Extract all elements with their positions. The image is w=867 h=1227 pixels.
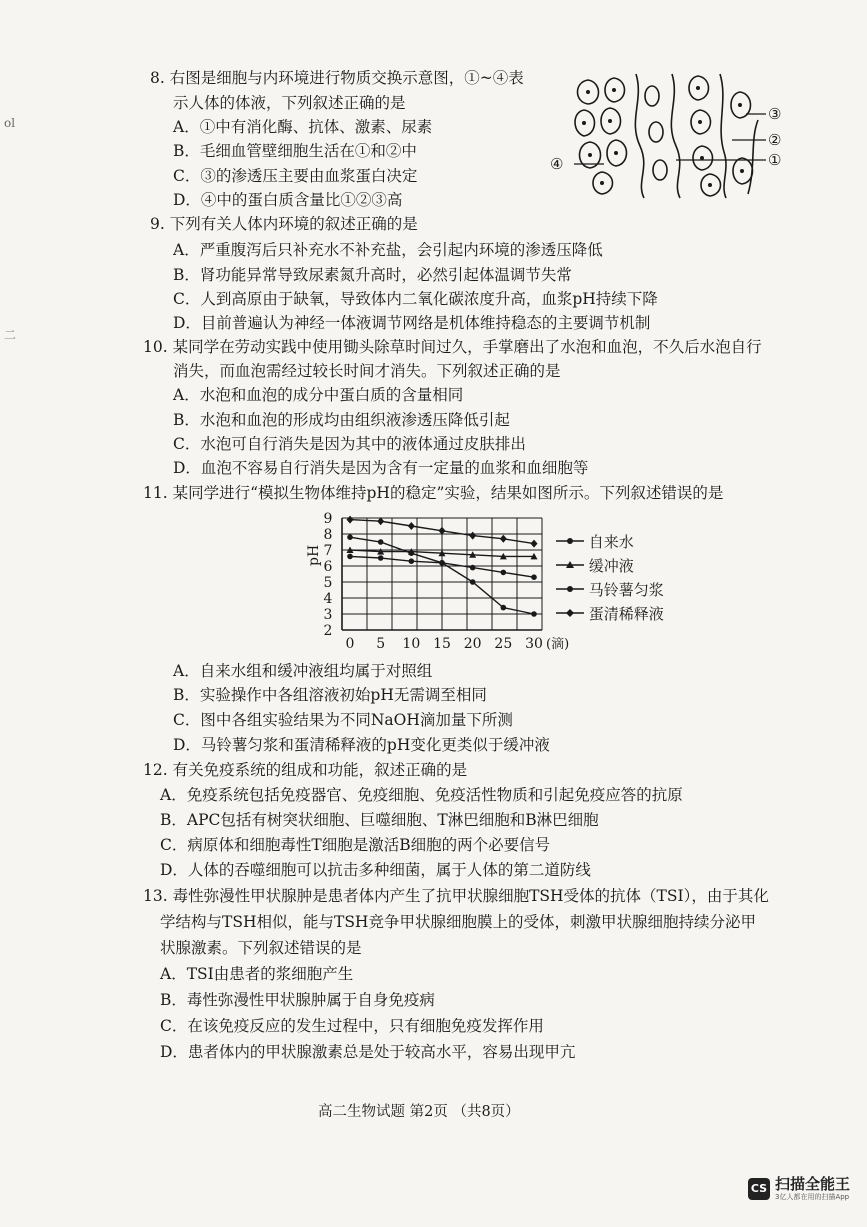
y-tick-label: 3 (323, 607, 333, 623)
data-point (470, 565, 476, 571)
legend-line-circle-icon (556, 583, 584, 595)
q12-stem: 12. 有关免疫系统的组成和功能，叙述正确的是 (143, 761, 468, 779)
q8-option-d: D．④中的蛋白质含量比①②③高 (173, 191, 403, 209)
y-axis-label: pH (306, 544, 322, 566)
q9-stem: 9. 下列有关人体内环境的叙述正确的是 (150, 215, 418, 233)
q13-option-c: C．在该免疫反应的发生过程中，只有细胞免疫发挥作用 (160, 1017, 544, 1035)
diagram-label-4: ④ (550, 155, 564, 173)
q8-option-b: B．毛细血管壁细胞生活在①和②中 (173, 142, 417, 160)
q9-option-c: C．人到高原由于缺氧，导致体内二氧化碳浓度升高，血浆pH持续下降 (173, 290, 658, 308)
data-point (378, 539, 384, 545)
data-point (378, 555, 384, 561)
legend-line-circle-icon (556, 535, 584, 547)
q12-option-b: B．APC包括有树突状细胞、巨噬细胞、T淋巴细胞和B淋巴细胞 (160, 811, 599, 829)
q10-stem-line1: 10. 某同学在劳动实践中使用锄头除草时间过久，手掌磨出了水泡和血泡，不久后水泡自行 (143, 338, 762, 356)
q13-stem-line3: 状腺激素。下列叙述错误的是 (160, 939, 362, 957)
blood-cell (645, 86, 659, 106)
legend-entry (556, 555, 634, 576)
q11-option-a: A．自来水组和缓冲液组均属于对照组 (173, 662, 433, 680)
legend-entry (556, 579, 664, 600)
data-point (501, 605, 507, 611)
legend-label-potato: 马铃薯匀浆 (588, 581, 664, 599)
x-tick-label: 20 (463, 636, 482, 652)
ph-line-chart (300, 508, 570, 658)
q9-option-b: B．肾功能异常导致尿素氮升高时，必然引起体温调节失常 (173, 266, 572, 284)
q13-stem-line2: 学结构与TSH相似，能与TSH竞争甲状腺细胞膜上的受体，刺激甲状腺细胞持续分泌甲 (160, 913, 756, 931)
margin-mark-2: 二 (4, 328, 17, 342)
data-point (347, 554, 353, 560)
y-tick-label: 4 (323, 591, 333, 607)
data-point (347, 516, 354, 524)
q10-option-b: B．水泡和血泡的形成均由组织液渗透压降低引起 (173, 411, 510, 429)
scanner-subtitle: 3亿人都在用的扫描App (775, 1193, 850, 1201)
q12-option-d: D．人体的吞噬细胞可以抗击多种细菌，属于人体的第二道防线 (160, 861, 591, 879)
q11-stem: 11. 某同学进行“模拟生物体维持pH的稳定”实验，结果如图所示。下列叙述错误的是 (143, 484, 724, 502)
scanner-title: 扫描全能王 (775, 1175, 851, 1193)
y-tick-label: 5 (323, 575, 333, 591)
data-point (408, 522, 415, 530)
q8-option-a: A．①中有消化酶、抗体、激素、尿素 (173, 118, 433, 136)
data-point (469, 532, 476, 540)
q13-stem-line1: 13. 毒性弥漫性甲状腺肿是患者体内产生了抗甲状腺细胞TSH受体的抗体（TSI），由于其化 (143, 887, 769, 905)
q8-option-c: C．③的渗透压主要由血浆蛋白决定 (173, 167, 418, 185)
capillary-wall (671, 74, 680, 198)
q10-option-d: D．血泡不容易自行消失是因为含有一定量的血浆和血细胞等 (173, 459, 589, 477)
legend-label-egg-white: 蛋清稀释液 (588, 605, 664, 623)
legend-entry (556, 531, 634, 552)
q13-option-d: D．患者体内的甲状腺激素总是处于较高水平，容易出现甲亢 (160, 1043, 576, 1061)
legend-label-tap-water: 自来水 (588, 533, 634, 551)
data-point (531, 540, 538, 548)
x-axis-label: (滴) (546, 637, 570, 652)
lymph-vessel (748, 120, 758, 194)
x-tick-label: 25 (494, 636, 513, 652)
q10-option-c: C．水泡可自行消失是因为其中的液体通过皮肤排出 (173, 435, 526, 453)
y-tick-label: 2 (323, 623, 333, 639)
y-tick-label: 9 (323, 511, 333, 527)
q13-option-a: A．TSI由患者的浆细胞产生 (160, 965, 354, 983)
q13-option-b: B．毒性弥漫性甲状腺肿属于自身免疫病 (160, 991, 435, 1009)
q11-option-d: D．马铃薯匀浆和蛋清稀释液的pH变化更类似于缓冲液 (173, 736, 550, 754)
legend-label-buffer: 缓冲液 (588, 557, 634, 575)
data-point (531, 574, 537, 580)
capillary-wall (635, 74, 644, 198)
margin-mark-1: ol (4, 116, 16, 130)
data-point (409, 558, 415, 564)
data-point (501, 570, 507, 576)
x-tick-label: 30 (525, 636, 543, 652)
q10-option-a: A．水泡和血泡的成分中蛋白质的含量相同 (173, 386, 464, 404)
blood-cell (653, 160, 667, 180)
q11-option-c: C．图中各组实验结果为不同NaOH滴加量下所测 (173, 711, 513, 729)
q9-option-a: A．严重腹泻后只补充水不补充盐，会引起内环境的渗透压降低 (173, 241, 603, 259)
x-tick-label: 0 (345, 636, 355, 652)
diagram-label-3: ③ (768, 105, 782, 123)
y-tick-label: 7 (323, 543, 333, 559)
q11-option-b: B．实验操作中各组溶液初始pH无需调至相同 (173, 686, 487, 704)
y-tick-label: 8 (323, 527, 333, 543)
legend-line-diamond-icon (556, 607, 584, 619)
data-point (470, 579, 476, 585)
y-tick-label: 6 (323, 559, 333, 575)
data-point (500, 535, 507, 543)
data-point (347, 534, 353, 540)
q12-option-a: A．免疫系统包括免疫器官、免疫细胞、免疫活性物质和引起免疫应答的抗原 (160, 786, 683, 804)
blood-cell (649, 122, 663, 142)
q10-stem-line2: 消失，而血泡需经过较长时间才消失。下列叙述正确的是 (173, 362, 561, 380)
diagram-label-1: ① (768, 151, 782, 169)
lymph-vessel (720, 74, 726, 198)
x-tick-label: 15 (433, 636, 451, 652)
x-tick-label: 10 (402, 636, 421, 652)
diagram-label-2: ② (768, 131, 782, 149)
legend-entry (556, 603, 664, 624)
cell-exchange-diagram (544, 70, 794, 200)
scanner-watermark (748, 1176, 850, 1202)
q8-stem-line1: 8. 右图是细胞与内环境进行物质交换示意图，①~④表 (150, 69, 524, 87)
scanner-watermark-text (775, 1176, 850, 1202)
data-point (439, 560, 445, 566)
legend-line-triangle-icon (556, 559, 584, 571)
q12-option-c: C．病原体和细胞毒性T细胞是激活B细胞的两个必要信号 (160, 836, 551, 854)
data-point (531, 611, 537, 617)
x-tick-label: 5 (376, 636, 386, 652)
page-footer: 高二生物试题 第2页 （共8页） (318, 1104, 520, 1120)
camscanner-logo-icon: CS (748, 1178, 770, 1200)
q8-stem-line2: 示人体的体液，下列叙述正确的是 (173, 94, 406, 112)
q9-option-d: D．目前普遍认为神经一体液调节网络是机体维持稳态的主要调节机制 (173, 314, 651, 332)
